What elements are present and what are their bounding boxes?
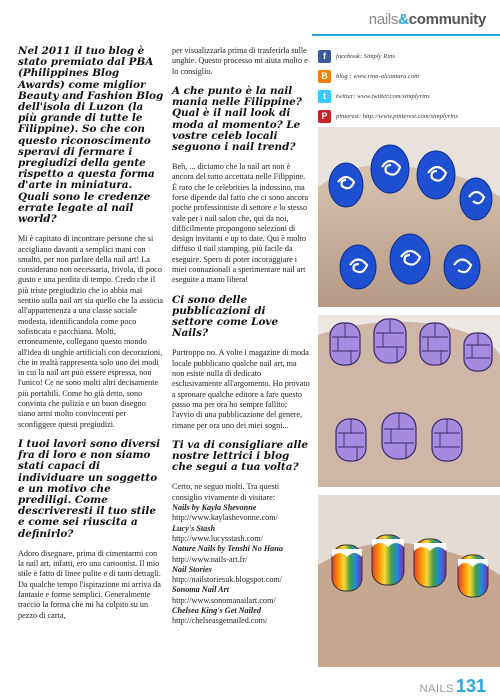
interview-question: Nel 2011 il tuo blog è stato premiato dal PBA (Philippines Blog Awards) come miglior Beauty and Fashion Blog dell'isola di Luzon (la più grande di tutte le Filippine). So che con questo riconoscimento speravi di fermare i pregiudizi della gente rispetto a questa forma d'arte in miniatura. Quali sono le credenze errate legate al nail world?	[18, 45, 164, 226]
page-footer	[420, 676, 486, 697]
social-link-row[interactable]	[318, 66, 496, 86]
blog-url[interactable]: http://www.sonomanailart.com/	[172, 595, 276, 605]
interview-question: I tuoi lavori sono diversi fra di loro e non siamo stati capaci di individuare un soggetto e un motivo che prediligi. Come descriveresti il tuo stile e come sei riuscita a definirlo?	[18, 437, 161, 540]
interview-answer: Adoro disegnare, prima di cimentarmi con la nail art, infatti, ero una cartoonist. Il mio stile è fatto di linee pulite e di tanti dettagli. Da qualche tempo l'ispirazione mi arriva da fantasie e forme semplici. Generalmente traccio la forma che mi ha colpito su un pezzo di carta,	[18, 548, 161, 620]
article-column-1	[18, 46, 164, 621]
brand-left: nails	[368, 11, 399, 28]
interview-question: Ti va di consigliare alle nostre lettrici i blog che segui a tua volta?	[172, 438, 308, 474]
paragraph-gap	[172, 339, 310, 348]
blog-name: Nail Stories	[172, 564, 212, 574]
social-links	[318, 46, 496, 126]
blogger-icon: B	[318, 70, 331, 83]
interview-answer: Certo, ne seguo molti. Tra questi consiglio vivamente di visitare:	[172, 482, 280, 502]
blog-url[interactable]: http://nailstoriesuk.blogspot.com/	[172, 575, 283, 585]
blog-url[interactable]: http://www.kaylashevonne.com/	[172, 513, 278, 523]
blog-name: Chelsea King's Get Nailed	[172, 606, 261, 616]
social-link-row[interactable]	[318, 106, 496, 126]
social-link-text: blog : www.rina-alcantara.com	[336, 72, 420, 80]
recommended-blogs-list	[172, 503, 310, 627]
facebook-icon: f	[318, 50, 331, 63]
paragraph-gap	[18, 225, 164, 234]
photo-lavender-brick-nails	[318, 315, 500, 487]
social-link-text: pinterest: http://www.pinterest.com/simplyrins	[336, 112, 458, 120]
interview-answer: per visualizzarla prima di trasferirla sulle unghie. Questo processo mi aiuta molto e lo consiglio.	[172, 46, 308, 76]
blog-name: Nature Nails by Tenshi No Hana	[172, 544, 283, 554]
magazine-name: NAILS	[419, 683, 454, 695]
interview-question: Ci sono delle pubblicazioni di settore come Love Nails?	[172, 293, 279, 340]
photo-rainbow-nails	[318, 495, 500, 667]
rainbow-nails-illustration	[318, 495, 500, 667]
social-link-row[interactable]	[318, 46, 496, 66]
interview-answer: Beh, ... diciamo che la nail art non è ancora del tutto accettata nelle Filippine. È raro che le celebrities la indossino, ma forse dipende dal fatto che ci sono ancora poche professioniste di settore e lo stesso vale per i nail salon che, qui da noi, difficilmente propongono selezioni di design invitanti e up to date. Qui è molto diffuso il nail stamping, più facile da eseguire. Spero di poter incoraggiare i miei connazionali a sperimentare nail art eseguite a mano libera!	[172, 162, 309, 285]
blog-url[interactable]: http://www.nails-art.fr/	[172, 554, 248, 564]
social-link-text: facebook: Simply Rins	[336, 52, 395, 60]
blog-url[interactable]: http://www.lucysstash.com/	[172, 533, 263, 543]
interview-answer: Mi è capitato di incontrare persone che si accigliano davanti a semplici mani con smalto, per non parlare della nail art! La considerano non necessaria, frivola, di poco gusto e una perdita di tempo. Credo che il più triste pregiudizio che io abbia mai sentito sulla nail art sia quello che la associa all'appartenenza a una classe sociale modesta, identificandola come poco sofisticata e pacchiana. Molti, erroneamente, collegano questo mondo all'idea di unghie artificiali con decorazioni, che in realtà rappresenta solo uno dei modi in cui la nail art può essere espressa, non l'unico! Ce ne sono molti altri decisamente più portabili. Come ho già detto, sono convinta che pulizia e un buon disegno siano armi molto convincenti per sconfiggere questi pregiudizi.	[18, 234, 164, 429]
blue-swirl-nails-illustration	[318, 127, 500, 307]
brand-ampersand: &	[398, 11, 409, 28]
section-brand	[369, 11, 486, 28]
brand-right: community	[408, 11, 486, 28]
blog-name: Lucy's Stash	[172, 523, 215, 533]
blog-name: Nails by Kayla Shevonne	[172, 503, 257, 513]
lavender-brick-nails-illustration	[318, 315, 500, 487]
social-link-row[interactable]	[318, 86, 496, 106]
page-number: 131	[455, 676, 486, 696]
header-rule	[312, 34, 500, 36]
blog-name: Sonoma Nail Art	[172, 585, 230, 595]
paragraph-gap	[172, 153, 310, 162]
photo-blue-swirl-nails	[318, 127, 500, 307]
interview-question: A che punto è la nail mania nelle Filippine? Qual è il nail look di moda al momento? Le vostre celeb locali seguono i nail trend?	[172, 84, 302, 153]
article-column-2	[172, 46, 310, 627]
social-link-text: twitter: www.twitter.com/simplyrins	[336, 92, 430, 100]
page-header	[0, 0, 500, 46]
paragraph-gap	[172, 473, 310, 482]
twitter-icon: t	[318, 90, 331, 103]
interview-answer: Purtroppo no. A volte i magazine di moda locale pubblicano qualche nail art, ma non esiste nulla di dedicato esclusivamente all'argomento. Ho provato a spronare qualche editore a fare questo passo ma per ora ho sempre fallito; l'avvio di una pubblicazione del genere, rimane per ora uno dei miei sogni...	[172, 348, 310, 430]
paragraph-gap	[18, 540, 164, 549]
pinterest-icon: P	[318, 110, 331, 123]
blog-url[interactable]: http://chelseasgetnailed.com/	[172, 616, 268, 626]
